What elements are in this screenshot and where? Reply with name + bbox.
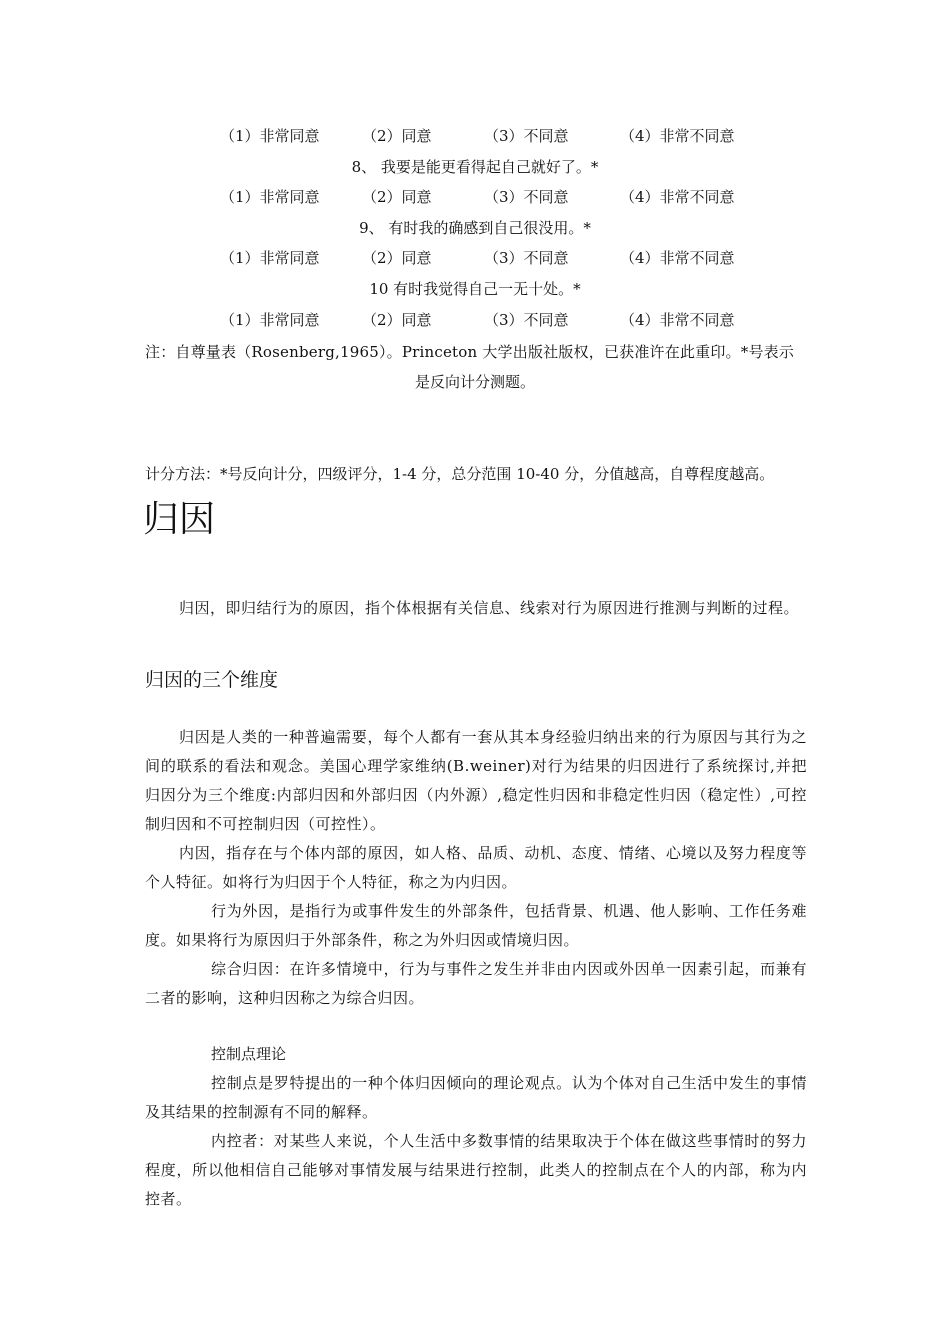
combined-attribution-paragraph: 综合归因：在许多情境中，行为与事件之发生并非由内因或外因单一因素引起，而兼有二者的影响，这种归因称之为综合归因。 (145, 960, 807, 1007)
internal-attribution-paragraph: 内因，指存在与个体内部的原因，如人格、品质、动机、态度、情绪、心境以及努力程度等个人特征。如将行为归因于个人特征，称之为内归因。 (145, 844, 807, 891)
option-strongly-disagree: （4）非常不同意 (620, 188, 735, 206)
answer-options-row (0, 308, 950, 332)
option-agree: （2）同意 (362, 311, 432, 329)
section-title: 归因 (143, 499, 216, 540)
scale-note-continued: 是反向计分测题。 (414, 373, 535, 391)
answer-options-row (0, 246, 950, 270)
option-disagree: （3）不同意 (484, 311, 569, 329)
scale-item-10: 10 有时我觉得自己一无十处。* (369, 280, 581, 298)
option-strongly-agree: （1）非常同意 (220, 127, 320, 145)
dimensions-paragraph: 归因是人类的一种普遍需要，每个人都有一套从其本身经验归纳出来的行为原因与其行为之间的联系的看法和观念。美国心理学家维纳(B.weiner)对行为结果的归因进行了系统探讨,并把归因分为三个维度:内部归因和外部归因（内外源）,稳定性归因和非稳定性归因（稳定性）,可控制归因和不可控制归因（可控性）。 (145, 728, 807, 833)
locus-of-control-paragraph: 控制点是罗特提出的一种个体归因倾向的理论观点。认为个体对自己生活中发生的事情及其结果的控制源有不同的解释。 (145, 1074, 807, 1121)
scoring-method: 计分方法：*号反向计分，四级评分，1-4 分，总分范围 10-40 分，分值越高，自尊程度越高。 (145, 465, 775, 483)
option-agree: （2）同意 (362, 127, 432, 145)
option-strongly-agree: （1）非常同意 (220, 188, 320, 206)
option-agree: （2）同意 (362, 188, 432, 206)
control-theory-title: 控制点理论 (211, 1045, 287, 1063)
subsection-title: 归因的三个维度 (145, 669, 279, 691)
scale-note: 注：自尊量表（Rosenberg,1965）。Princeton 大学出版社版权，已获准许在此重印。*号表示 (145, 343, 795, 361)
option-disagree: （3）不同意 (484, 249, 569, 267)
external-attribution-paragraph: 行为外因，是指行为或事件发生的外部条件，包括背景、机遇、他人影响、工作任务难度。如果将行为原因归于外部条件，称之为外归因或情境归因。 (145, 902, 807, 949)
option-strongly-agree: （1）非常同意 (220, 249, 320, 267)
option-strongly-agree: （1）非常同意 (220, 311, 320, 329)
answer-options-row (0, 185, 950, 209)
internal-controller-paragraph: 内控者：对某些人来说，个人生活中多数事情的结果取决于个体在做这些事情时的努力程度，所以他相信自己能够对事情发展与结果进行控制，此类人的控制点在个人的内部，称为内控者。 (145, 1132, 807, 1208)
scale-item-8: 8、 我要是能更看得起自己就好了。* (351, 158, 599, 176)
option-strongly-disagree: （4）非常不同意 (620, 249, 735, 267)
option-strongly-disagree: （4）非常不同意 (620, 127, 735, 145)
definition-paragraph: 归因，即归结行为的原因，指个体根据有关信息、线索对行为原因进行推测与判断的过程。 (179, 599, 800, 617)
option-disagree: （3）不同意 (484, 188, 569, 206)
option-disagree: （3）不同意 (484, 127, 569, 145)
answer-options-row (0, 124, 950, 148)
option-strongly-disagree: （4）非常不同意 (620, 311, 735, 329)
option-agree: （2）同意 (362, 249, 432, 267)
scale-item-9: 9、 有时我的确感到自己很没用。* (359, 219, 591, 237)
